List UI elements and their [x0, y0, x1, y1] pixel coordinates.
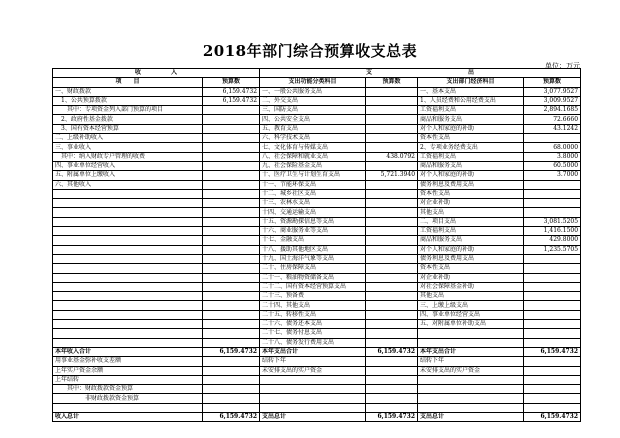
- econ-amount-cell: [524, 273, 581, 282]
- income-item-cell: 三、事业收入: [53, 143, 203, 152]
- income-amount-cell: [203, 254, 260, 263]
- econ-item-cell: 资本性支出: [418, 264, 524, 273]
- func-amount-cell: [366, 180, 418, 189]
- econ-item-cell: [418, 338, 524, 347]
- func-amount-cell: [366, 208, 418, 217]
- income-amount-cell: [203, 375, 260, 384]
- econ-item-cell: [418, 403, 524, 412]
- income-item-cell: [53, 189, 203, 198]
- table-row: [53, 96, 581, 105]
- table-row: [53, 171, 581, 180]
- econ-amount-cell: 60.5000: [524, 161, 581, 170]
- func-item-cell: 十、医疗卫生与计划生育支出: [260, 171, 366, 180]
- income-item-cell: [53, 329, 203, 338]
- econ-amount-cell: 2,894.1685: [524, 106, 581, 115]
- func-amount-cell: 5,721.3940: [366, 171, 418, 180]
- col-budget-header: 预算数: [524, 78, 581, 87]
- table-row: [53, 385, 581, 394]
- econ-amount-cell: [524, 208, 581, 217]
- table-row: [53, 161, 581, 170]
- func-item-cell: 十八、援助其他地区支出: [260, 245, 366, 254]
- func-amount-cell: [366, 227, 418, 236]
- income-amount-cell: [203, 152, 260, 161]
- econ-amount-cell: [524, 357, 581, 366]
- econ-amount-cell: [524, 375, 581, 384]
- func-amount-cell: [366, 273, 418, 282]
- econ-amount-cell: 3.7000: [524, 171, 581, 180]
- func-amount-cell: 6,159.4732: [366, 412, 418, 421]
- func-amount-cell: [366, 338, 418, 347]
- econ-amount-cell: [524, 282, 581, 291]
- table-row: [53, 152, 581, 161]
- table-row: [53, 338, 581, 347]
- income-item-cell: [53, 282, 203, 291]
- income-item-cell: 1、公共预算拨款: [53, 96, 203, 105]
- func-item-cell: 二十四、其他支出: [260, 301, 366, 310]
- func-amount-cell: [366, 199, 418, 208]
- econ-amount-cell: 3.8000: [524, 152, 581, 161]
- income-amount-cell: [203, 245, 260, 254]
- func-item-cell: 二十七、债务付息支出: [260, 329, 366, 338]
- func-amount-cell: [366, 366, 418, 375]
- func-amount-cell: [366, 254, 418, 263]
- func-item-cell: 十二、城乡社区支出: [260, 189, 366, 198]
- income-amount-cell: [203, 199, 260, 208]
- income-amount-cell: [203, 106, 260, 115]
- econ-item-cell: [418, 329, 524, 338]
- econ-amount-cell: 1,416.1500: [524, 227, 581, 236]
- income-item-cell: [53, 301, 203, 310]
- econ-item-cell: [418, 394, 524, 403]
- econ-amount-cell: 72.6660: [524, 115, 581, 124]
- income-item-cell: [53, 245, 203, 254]
- table-row: [53, 236, 581, 245]
- func-item-cell: 结转下年: [260, 357, 366, 366]
- income-item-cell: [53, 208, 203, 217]
- income-item-cell: [53, 264, 203, 273]
- table-row: [53, 115, 581, 124]
- table-row: [53, 320, 581, 329]
- func-amount-cell: [366, 292, 418, 301]
- table-row: [53, 366, 581, 375]
- econ-item-cell: 资本性支出: [418, 189, 524, 198]
- income-item-cell: [53, 292, 203, 301]
- grand-total-row: [53, 412, 581, 421]
- func-item-cell: 十九、国土海洋气象等支出: [260, 254, 366, 263]
- econ-amount-cell: [524, 264, 581, 273]
- income-amount-cell: [203, 264, 260, 273]
- income-item-cell: [53, 217, 203, 226]
- econ-item-cell: 工资福利支出: [418, 106, 524, 115]
- func-item-cell: 七、文化体育与传媒支出: [260, 143, 366, 152]
- table-row: [53, 292, 581, 301]
- income-item-cell: 四、事业单位经营收入: [53, 161, 203, 170]
- income-amount-cell: [203, 171, 260, 180]
- econ-item-cell: 其他支出: [418, 292, 524, 301]
- func-item-cell: 未安排支出的实户资金: [260, 366, 366, 375]
- income-amount-cell: 6,159.4732: [203, 87, 260, 96]
- econ-amount-cell: [524, 366, 581, 375]
- income-item-cell: 非财政拨款资金预算: [53, 394, 203, 403]
- func-item-cell: 二十五、转移性支出: [260, 310, 366, 319]
- income-item-cell: 用事业基金弥补收支差额: [53, 357, 203, 366]
- income-item-cell: [53, 338, 203, 347]
- econ-item-cell: 其他支出: [418, 208, 524, 217]
- header-row-2: [53, 78, 581, 87]
- income-item-cell: 其中：纳入财政专户管理的收费: [53, 152, 203, 161]
- func-amount-cell: [366, 264, 418, 273]
- income-item-cell: 五、附属单位上缴收入: [53, 171, 203, 180]
- econ-item-cell: 对企业补助: [418, 199, 524, 208]
- table-row: [53, 403, 581, 412]
- econ-amount-cell: [524, 254, 581, 263]
- func-item-cell: 五、教育支出: [260, 124, 366, 133]
- econ-item-cell: 二、项目支出: [418, 217, 524, 226]
- econ-amount-cell: 3,077.9527: [524, 87, 581, 96]
- header-row-1: [53, 69, 581, 78]
- func-amount-cell: [366, 310, 418, 319]
- econ-item-cell: 商品和服务支出: [418, 236, 524, 245]
- income-amount-cell: [203, 385, 260, 394]
- func-item-cell: [260, 394, 366, 403]
- econ-item-cell: 支出总计: [418, 412, 524, 421]
- func-amount-cell: [366, 236, 418, 245]
- income-amount-cell: [203, 273, 260, 282]
- income-item-cell: [53, 403, 203, 412]
- func-amount-cell: [366, 357, 418, 366]
- col-budget-header: 预算数: [203, 78, 260, 87]
- col-budget-header: 预算数: [366, 78, 418, 87]
- income-amount-cell: [203, 208, 260, 217]
- econ-item-cell: 商品和服务支出: [418, 115, 524, 124]
- func-item-cell: 本年支出合计: [260, 347, 366, 356]
- income-item-cell: 3、国有资本经营预算: [53, 124, 203, 133]
- func-item-cell: 二十六、债务还本支出: [260, 320, 366, 329]
- table-row: [53, 329, 581, 338]
- econ-item-cell: 2、专项业务经费支出: [418, 143, 524, 152]
- func-item-cell: 十三、农林水支出: [260, 199, 366, 208]
- income-amount-cell: [203, 282, 260, 291]
- func-amount-cell: [366, 87, 418, 96]
- func-item-cell: 二十、住房保障支出: [260, 264, 366, 273]
- econ-item-cell: 未安排支出的实户资金: [418, 366, 524, 375]
- income-amount-cell: 6,159.4732: [203, 347, 260, 356]
- econ-amount-cell: [524, 189, 581, 198]
- econ-item-cell: 结转下年: [418, 357, 524, 366]
- income-item-cell: [53, 199, 203, 208]
- total-row: [53, 347, 581, 356]
- func-item-cell: 十四、交通运输支出: [260, 208, 366, 217]
- func-item-cell: 二十八、债务发行费用支出: [260, 338, 366, 347]
- income-item-cell: 一、财政拨款: [53, 87, 203, 96]
- func-amount-cell: [366, 143, 418, 152]
- func-amount-cell: [366, 217, 418, 226]
- income-amount-cell: 6,159.4732: [203, 96, 260, 105]
- econ-amount-cell: [524, 338, 581, 347]
- table-row: [53, 310, 581, 319]
- func-item-cell: 一、一般公共服务支出: [260, 87, 366, 96]
- table-row: [53, 282, 581, 291]
- table-row: [53, 227, 581, 236]
- income-amount-cell: [203, 338, 260, 347]
- econ-item-cell: 债务利息及费用支出: [418, 254, 524, 263]
- income-item-cell: [53, 254, 203, 263]
- func-item-cell: [260, 385, 366, 394]
- func-amount-cell: [366, 301, 418, 310]
- income-item-cell: [53, 320, 203, 329]
- func-item-cell: 四、公共安全支出: [260, 115, 366, 124]
- econ-item-cell: 三、上缴上级支出: [418, 301, 524, 310]
- unit-label: 单位：万元: [545, 62, 580, 70]
- func-item-cell: [260, 403, 366, 412]
- table-row: [53, 273, 581, 282]
- income-amount-cell: [203, 143, 260, 152]
- income-header: 收 入: [53, 69, 260, 78]
- econ-amount-cell: [524, 292, 581, 301]
- table-row: [53, 180, 581, 189]
- income-item-cell: 上年实户资金余额: [53, 366, 203, 375]
- col-item-header: 项 目: [53, 78, 203, 87]
- econ-amount-cell: [524, 320, 581, 329]
- econ-item-cell: 四、事业单位经营支出: [418, 310, 524, 319]
- econ-amount-cell: 68.0000: [524, 143, 581, 152]
- income-item-cell: 其中：专项资金列入部门预算的项目: [53, 106, 203, 115]
- func-item-cell: 十五、资源勘探信息等支出: [260, 217, 366, 226]
- func-amount-cell: [366, 115, 418, 124]
- econ-item-cell: [418, 375, 524, 384]
- table-row: [53, 245, 581, 254]
- table-row: [53, 106, 581, 115]
- income-item-cell: 上年结转: [53, 375, 203, 384]
- func-amount-cell: [366, 403, 418, 412]
- func-item-cell: 九、社会保险基金支出: [260, 161, 366, 170]
- income-amount-cell: [203, 180, 260, 189]
- income-item-cell: 2、政府性基金拨款: [53, 115, 203, 124]
- income-amount-cell: [203, 329, 260, 338]
- income-amount-cell: [203, 403, 260, 412]
- col-func-header: 支出功能分类科目: [260, 78, 366, 87]
- income-amount-cell: [203, 217, 260, 226]
- func-amount-cell: [366, 96, 418, 105]
- econ-item-cell: [418, 385, 524, 394]
- func-item-cell: [260, 375, 366, 384]
- econ-item-cell: 对社会保障基金补助: [418, 282, 524, 291]
- table-row: [53, 217, 581, 226]
- econ-item-cell: 工资福利支出: [418, 227, 524, 236]
- income-amount-cell: [203, 320, 260, 329]
- econ-item-cell: 商品和服务支出: [418, 161, 524, 170]
- func-item-cell: 十一、节能环保支出: [260, 180, 366, 189]
- econ-amount-cell: 429.8000: [524, 236, 581, 245]
- table-row: [53, 375, 581, 384]
- econ-amount-cell: [524, 329, 581, 338]
- income-amount-cell: [203, 115, 260, 124]
- income-item-cell: [53, 310, 203, 319]
- func-amount-cell: 438.0792: [366, 152, 418, 161]
- income-amount-cell: [203, 301, 260, 310]
- econ-amount-cell: [524, 134, 581, 143]
- income-amount-cell: [203, 189, 260, 198]
- func-amount-cell: [366, 375, 418, 384]
- table-row: [53, 254, 581, 263]
- func-item-cell: 二十二、国有资本经营预算支出: [260, 282, 366, 291]
- income-amount-cell: [203, 292, 260, 301]
- func-amount-cell: [366, 245, 418, 254]
- table-row: [53, 394, 581, 403]
- func-amount-cell: [366, 385, 418, 394]
- income-amount-cell: [203, 227, 260, 236]
- func-item-cell: 二十一、粮油物资储备支出: [260, 273, 366, 282]
- income-amount-cell: [203, 366, 260, 375]
- func-amount-cell: [366, 329, 418, 338]
- econ-item-cell: 本年支出合计: [418, 347, 524, 356]
- func-amount-cell: [366, 134, 418, 143]
- income-item-cell: 其中：财政拨款资金预算: [53, 385, 203, 394]
- income-item-cell: [53, 227, 203, 236]
- func-amount-cell: [366, 124, 418, 133]
- func-item-cell: 八、社会保障和就业支出: [260, 152, 366, 161]
- income-amount-cell: 6,159.4732: [203, 412, 260, 421]
- func-amount-cell: [366, 161, 418, 170]
- func-item-cell: 二、外交支出: [260, 96, 366, 105]
- func-item-cell: 十六、商业服务业等支出: [260, 227, 366, 236]
- income-amount-cell: [203, 310, 260, 319]
- econ-amount-cell: 1,235.5705: [524, 245, 581, 254]
- income-item-cell: 本年收入合计: [53, 347, 203, 356]
- income-amount-cell: [203, 394, 260, 403]
- econ-item-cell: 对个人和家庭的补助: [418, 124, 524, 133]
- func-item-cell: 六、科学技术支出: [260, 134, 366, 143]
- income-item-cell: 二、上级补助收入: [53, 134, 203, 143]
- table-row: [53, 357, 581, 366]
- income-item-cell: 六、其他收入: [53, 180, 203, 189]
- econ-amount-cell: [524, 199, 581, 208]
- income-amount-cell: [203, 134, 260, 143]
- econ-amount-cell: 3,081.5205: [524, 217, 581, 226]
- econ-amount-cell: 6,159.4732: [524, 412, 581, 421]
- econ-amount-cell: [524, 394, 581, 403]
- econ-item-cell: 五、对附属单位补助支出: [418, 320, 524, 329]
- col-econ-header: 支出部门经济科目: [418, 78, 524, 87]
- econ-amount-cell: [524, 180, 581, 189]
- econ-amount-cell: [524, 403, 581, 412]
- econ-item-cell: 对个人和家庭的补助: [418, 245, 524, 254]
- econ-amount-cell: [524, 301, 581, 310]
- func-item-cell: 支出总计: [260, 412, 366, 421]
- table-row: [53, 264, 581, 273]
- func-item-cell: 三、国防支出: [260, 106, 366, 115]
- income-item-cell: [53, 273, 203, 282]
- income-amount-cell: [203, 124, 260, 133]
- table-row: [53, 87, 581, 96]
- econ-amount-cell: 6,159.4732: [524, 347, 581, 356]
- income-amount-cell: [203, 236, 260, 245]
- income-item-cell: 收入总计: [53, 412, 203, 421]
- income-amount-cell: [203, 357, 260, 366]
- income-amount-cell: [203, 161, 260, 170]
- report-title: 2018年部门综合预算收支总表: [202, 42, 418, 60]
- table-row: [53, 124, 581, 133]
- econ-item-cell: 对个人和家庭的补助: [418, 171, 524, 180]
- func-amount-cell: [366, 320, 418, 329]
- func-item-cell: 十七、金融支出: [260, 236, 366, 245]
- econ-item-cell: 对企业补助: [418, 273, 524, 282]
- econ-amount-cell: [524, 385, 581, 394]
- econ-item-cell: 工资福利支出: [418, 152, 524, 161]
- income-item-cell: [53, 236, 203, 245]
- econ-item-cell: 1、人员经费和公用经费支出: [418, 96, 524, 105]
- econ-amount-cell: 43.1242: [524, 124, 581, 133]
- econ-item-cell: 债务利息及费用支出: [418, 180, 524, 189]
- expense-header: 支 出: [260, 69, 581, 78]
- econ-item-cell: 一、基本支出: [418, 87, 524, 96]
- econ-amount-cell: [524, 310, 581, 319]
- func-amount-cell: [366, 282, 418, 291]
- func-amount-cell: 6,159.4732: [366, 347, 418, 356]
- table-row: [53, 134, 581, 143]
- budget-table-body: [53, 69, 581, 422]
- table-row: [53, 143, 581, 152]
- func-amount-cell: [366, 106, 418, 115]
- table-row: [53, 208, 581, 217]
- econ-amount-cell: 3,009.9527: [524, 96, 581, 105]
- table-row: [53, 301, 581, 310]
- econ-item-cell: 资本性支出: [418, 134, 524, 143]
- budget-table: [52, 68, 581, 422]
- table-row: [53, 199, 581, 208]
- func-amount-cell: [366, 394, 418, 403]
- table-row: [53, 189, 581, 198]
- func-amount-cell: [366, 189, 418, 198]
- func-item-cell: 二十三、预备费: [260, 292, 366, 301]
